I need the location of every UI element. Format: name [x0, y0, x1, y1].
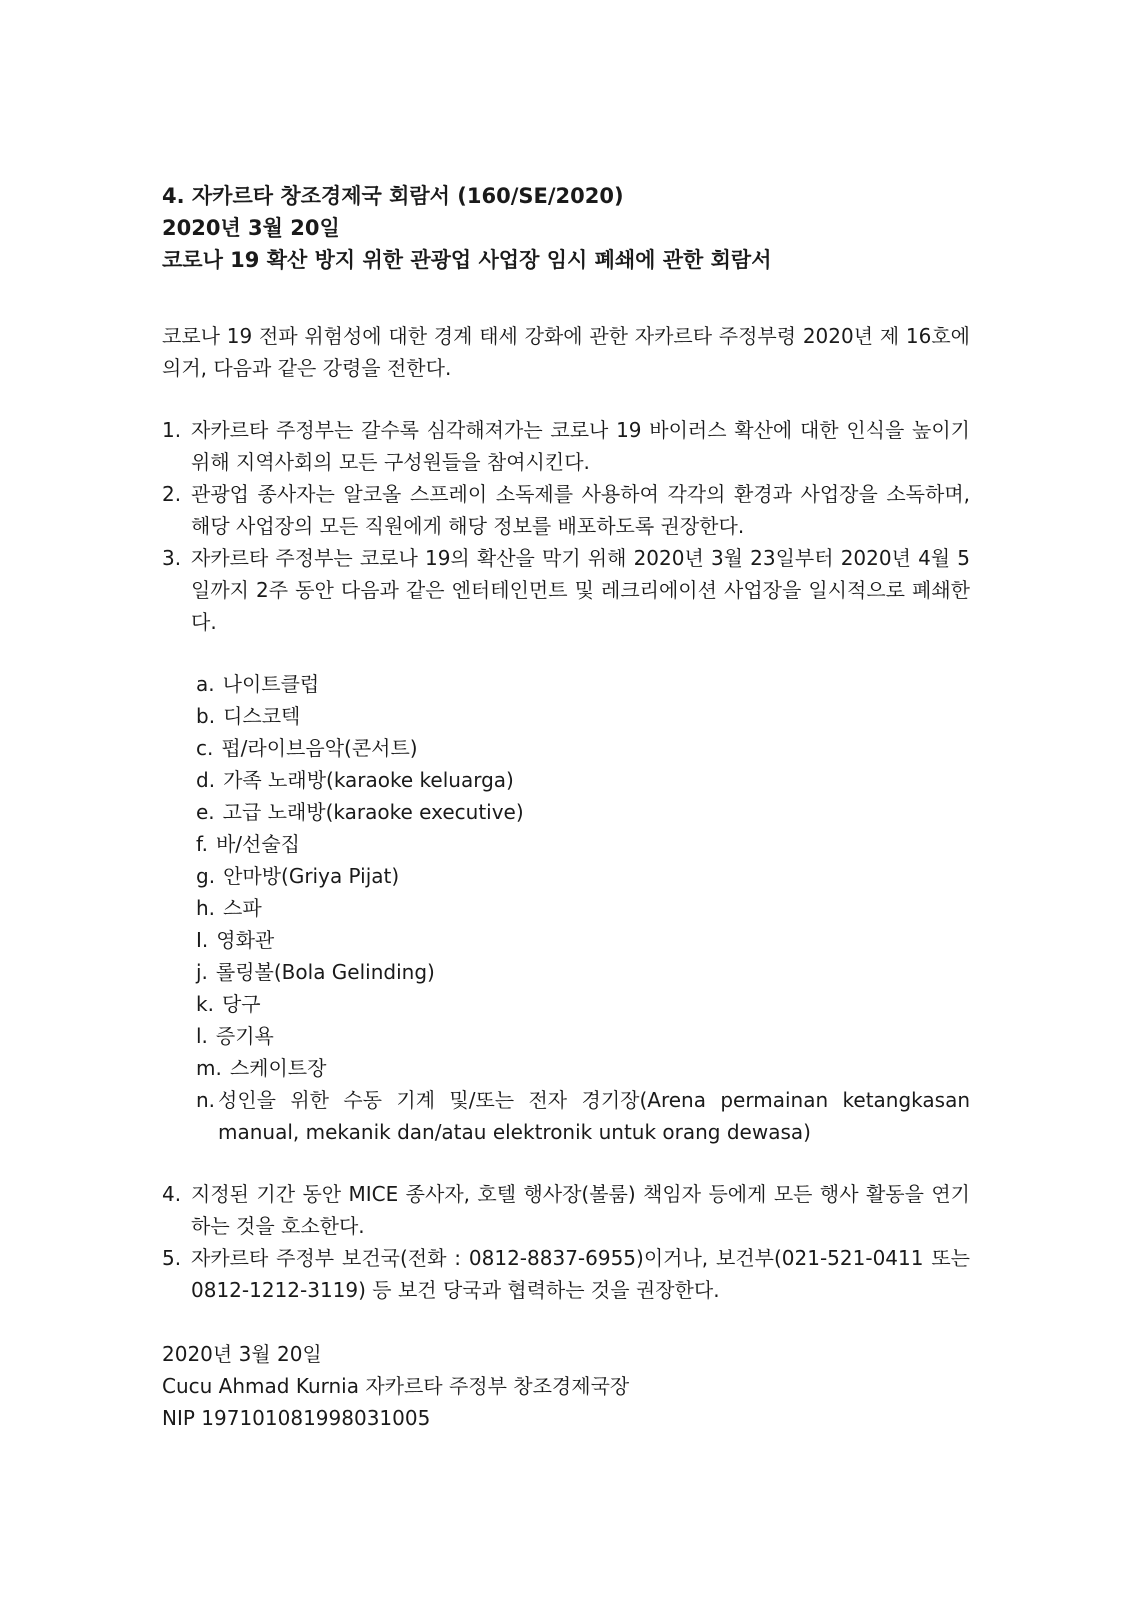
item-number: 4.	[162, 1182, 182, 1206]
item-text: 자카르타 주정부는 코로나 19의 확산을 막기 위해 2020년 3월 23일부터 2020년 4월 5일까지 2주 동안 다음과 같은 엔터테인먼트 및 레크리에이션 사업장을 일시적으로 폐쇄한다.	[191, 546, 970, 634]
list-item	[162, 1178, 970, 1242]
sub-item-text: 나이트클럽	[222, 672, 320, 696]
sub-item-text: 당구	[221, 992, 261, 1016]
sub-item-text: 가족 노래방(karaoke keluarga)	[223, 768, 514, 792]
sub-item-letter: f.	[196, 832, 208, 856]
sub-item-letter: h.	[196, 896, 216, 920]
sub-item-letter: g.	[196, 864, 216, 888]
sub-list-item	[196, 1084, 970, 1148]
signatory-nip: NIP 197101081998031005	[162, 1406, 431, 1430]
numbered-list-part2	[162, 1178, 970, 1306]
intro-paragraph: 코로나 19 전파 위험성에 대한 경계 태세 강화에 관한 자카르타 주정부령 2020년 제 16호에 의거, 다음과 같은 강령을 전한다.	[162, 324, 970, 380]
sub-list-item	[196, 1020, 970, 1052]
sub-item-letter: n.	[196, 1088, 216, 1112]
signature-block	[162, 1338, 970, 1434]
sub-item-letter: I.	[196, 928, 209, 952]
document-title: 4. 자카르타 창조경제국 회람서 (160/SE/2020)	[162, 184, 624, 208]
sub-item-letter: l.	[196, 1024, 208, 1048]
sub-item-letter: b.	[196, 704, 216, 728]
sub-item-letter: m.	[196, 1056, 222, 1080]
signatory-name-title: Cucu Ahmad Kurnia 자카르타 주정부 창조경제국장	[162, 1374, 630, 1398]
sub-list-item	[196, 796, 970, 828]
sub-list-item	[196, 764, 970, 796]
sub-list-item	[196, 924, 970, 956]
list-item	[162, 1242, 970, 1306]
item-text: 자카르타 주정부 보건국(전화 : 0812-8837-6955)이거나, 보건부(021-521-0411 또는 0812-1212-3119) 등 보건 당국과 협력하는 것을 권장한다.	[191, 1246, 970, 1302]
list-item	[162, 478, 970, 542]
sub-item-text: 스파	[223, 896, 262, 920]
sub-list-item	[196, 1052, 970, 1084]
sub-list-item	[196, 988, 970, 1020]
sub-item-letter: d.	[196, 768, 216, 792]
sub-item-letter: e.	[196, 800, 215, 824]
sub-item-text: 고급 노래방(karaoke executive)	[222, 800, 524, 824]
document-body	[162, 180, 970, 1434]
sub-item-text: 롤링볼(Bola Gelinding)	[215, 960, 435, 984]
sub-item-letter: j.	[196, 960, 208, 984]
sub-list-item	[196, 732, 970, 764]
item-text: 관광업 종사자는 알코올 스프레이 소독제를 사용하여 각각의 환경과 사업장을 소독하며, 해당 사업장의 모든 직원에게 해당 정보를 배포하도록 권장한다.	[191, 482, 970, 538]
item-number: 3.	[162, 546, 182, 570]
sub-item-letter: a.	[196, 672, 215, 696]
sub-item-letter: c.	[196, 736, 214, 760]
list-item	[162, 414, 970, 478]
item-number: 1.	[162, 418, 182, 442]
item-text: 자카르타 주정부는 갈수록 심각해져가는 코로나 19 바이러스 확산에 대한 인식을 높이기 위해 지역사회의 모든 구성원들을 참여시킨다.	[191, 418, 970, 474]
sub-list-item	[196, 860, 970, 892]
list-item	[162, 542, 970, 638]
sub-item-text: 펍/라이브음악(콘서트)	[221, 736, 418, 760]
sub-item-text: 디스코텍	[223, 704, 301, 728]
sub-list-item	[196, 828, 970, 860]
sub-list-item	[196, 700, 970, 732]
document-date-heading: 2020년 3월 20일	[162, 216, 340, 240]
item-number: 5.	[162, 1246, 182, 1270]
sub-item-text: 성인을 위한 수동 기계 및/또는 전자 경기장(Arena permainan ketangkasan manual, mekanik dan/atau elektronik untuk orang dewasa)	[218, 1088, 970, 1144]
sub-list-item	[196, 892, 970, 924]
sub-item-text: 증기욕	[215, 1024, 274, 1048]
document-subject: 코로나 19 확산 방지 위한 관광업 사업장 임시 폐쇄에 관한 회람서	[162, 248, 772, 272]
item-number: 2.	[162, 482, 182, 506]
sub-item-text: 바/선술집	[215, 832, 300, 856]
sub-list-item	[196, 956, 970, 988]
numbered-list-part1	[162, 414, 970, 638]
sub-item-text: 안마방(Griya Pijat)	[223, 864, 400, 888]
sub-item-text: 영화관	[216, 928, 275, 952]
sub-item-text: 스케이트장	[229, 1056, 327, 1080]
signature-date: 2020년 3월 20일	[162, 1342, 322, 1366]
sub-item-letter: k.	[196, 992, 214, 1016]
closed-venues-list	[196, 668, 970, 1148]
sub-list-item	[196, 668, 970, 700]
item-text: 지정된 기간 동안 MICE 종사자, 호텔 행사장(볼룸) 책임자 등에게 모든 행사 활동을 연기하는 것을 호소한다.	[191, 1182, 970, 1238]
